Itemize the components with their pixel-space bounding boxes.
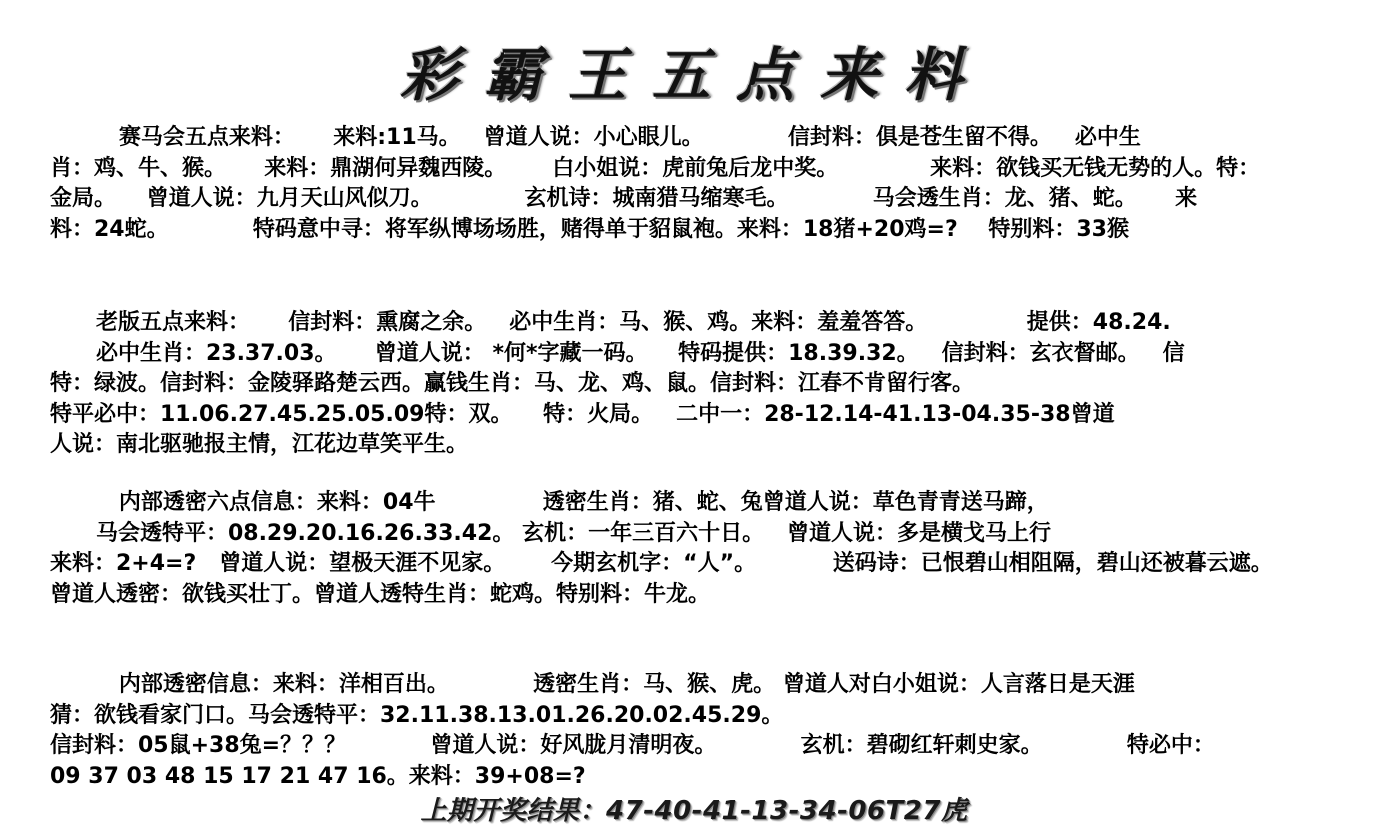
text-line: 特：绿波。信封料：金陵驿路楚云西。赢钱生肖：马、龙、鸡、鼠。信封料：江春不肯留行客。 [50, 371, 975, 396]
text-line: 猜：欲钱看家门口。马会透特平：32.11.38.13.01.26.20.02.45.29。 [50, 702, 784, 728]
text-line: 马会透特平：08.29.20.16.26.33.42。 玄机：一年三百六十日。 曾道人说：多是横戈马上行 [50, 520, 1052, 546]
text-line: 特平必中：11.06.27.45.25.05.09特：双。 特：火局。 二中一：28-12.14-41.13-04.35-38曾道 [50, 401, 1115, 427]
text-line: 曾道人透密：欲钱买壮丁。曾道人透特生肖：蛇鸡。特别料：牛龙。 [50, 581, 711, 607]
text-line: 内部透密信息：来料：洋相百出。 透密生肖：马、猴、虎。 曾道人对白小姐说：人言落日是天涯 [50, 672, 1135, 697]
text-line: 必中生肖：23.37.03。 曾道人说： *何*字藏一码。 特码提供：18.39.32。 信封料：玄衣督邮。 信 [50, 340, 1185, 366]
text-line: 09 37 03 48 15 17 21 47 16。来料：39+08=? [50, 763, 586, 789]
last-draw-result: 上期开奖结果：47-40-41-13-34-06T27虎 [420, 796, 968, 826]
text-line: 人说：南北驱驰报主情，江花边草笑平生。 [50, 432, 469, 457]
text-line: 赛马会五点来料： 来料:11马。 曾道人说：小心眼儿。 信封料：俱是苍生留不得。 必中生 [50, 125, 1141, 150]
section-saimahui [50, 123, 1380, 245]
text-line: 肖：鸡、牛、猴。 来料：鼎湖何异魏西陵。 白小姐说：虎前兔后龙中奖。 来料：欲钱买无钱无势的人。特： [50, 155, 1261, 181]
text-line: 老版五点来料： 信封料：熏腐之余。 必中生肖：马、猴、鸡。来料：羞羞答答。 提供：48.24. [50, 310, 1171, 335]
text-line: 金局。 曾道人说：九月天山风似刀。 玄机诗：城南猎马缩寒毛。 马会透生肖：龙、猪、蛇。 来 [50, 186, 1198, 211]
text-line: 料：24蛇。 特码意中寻：将军纵博场场胜，赌得单于貂鼠袍。来料：18猪+20鸡=? 特别料：33猴 [50, 216, 1129, 242]
section-laoban [50, 308, 1380, 461]
section-neibu-liudian [50, 488, 1380, 610]
text-line: 内部透密六点信息：来料：04牛 透密生肖：猪、蛇、兔曾道人说：草色青青送马蹄， [50, 490, 1049, 515]
section-neibu [50, 670, 1380, 792]
page-title: 彩霸王五点来料 [399, 41, 988, 109]
text-line: 信封料：05鼠+38兔=？？？ 曾道人说：好风胧月清明夜。 玄机：碧砌红轩刺史家。 特必中： [50, 733, 1215, 758]
text-line: 来料：2+4=? 曾道人说：望极天涯不见家。 今期玄机字：“人”。 送码诗：已恨碧山相阻隔，碧山还被暮云遮。 [50, 551, 1273, 576]
